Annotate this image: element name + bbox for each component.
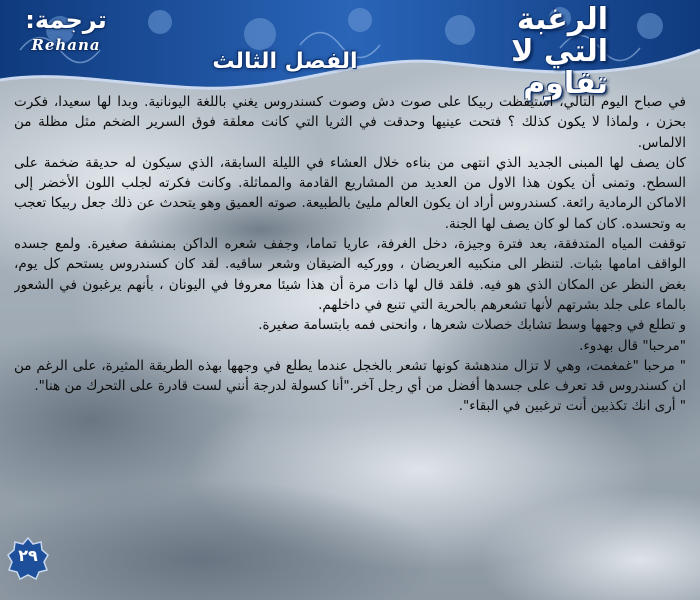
page-number-badge [6,536,50,580]
paragraph: " مرحبا "غمغمت، وهي لا تزال مندهشة كونها تشعر بالخجل عندما يطلع في وجهها بهذه الطريقة المثيرة، على الرغم من ان كسندروس قد تعرف على جسدها أفضل من أي رجل آخر."أنا كسولة لدرجة أنني لست قادرة على التحرك من هنا". [14,357,686,395]
title-line-1: الرغبة [516,2,608,37]
paragraph: توقفت المياه المتدفقة، بعد فترة وجيزة، دخل الغرفة، عاريا تماما، وجفف شعره الداكن بمنشفة صغيرة. ولمع جسده الواقف امامها بثبات. لتنظر الى منكبيه العريضان ، ووركيه الضيقان وشعر ساقيه. لقد كان كسندروس يستحم كل يوم، بغض النظر عن المكان الذي هو فيه. فلقد قال لها ذات مرة أن هذا شيئا معروفا في اليونان ، بأنهم يرغبون في الشعور بالماء على جلد بشرتهم لأنها تشعرهم بالحرية التي تنبع في داخلهم. [14,236,686,313]
chapter-body [14,92,686,586]
paragraph: و تطلع في وجهها وسط تشابك خصلات شعرها ، وانحنى فمه بابتسامة صغيرة. [258,317,686,334]
title-line-2: التي لا تقاوم [511,34,608,101]
translator-credit [16,6,116,54]
book-title [438,4,608,100]
paragraph: كان يصف لها المبنى الجديد الذي انتهى من بناءه خلال العشاء في الليلة السابقة، الذي سيكون له حديقة ضخمة على السطح. وتمنى أن يكون هذا الاول من العديد من المشاريع القادمة والمماثلة. وكانت فكرته لجلب اللون الأخضر إلى الاماكن الرمادية رائعة. كسندروس أراد ان يكون العالم مليئ بالطبيعة. صوته العميق وهو يتحدث عن ذلك جعل ربيكا تعجب به وتحسده. كان كما لو كان يصف لها الجنة. [14,154,686,232]
paragraph: في صباح اليوم التالي، استيقظت ربيكا على صوت دش وصوت كسندروس يغني باللغة اليونانية. وبدا لها سعيدا، فكرت بحزن ، ولماذا لا يكون كذلك ؟ فتحت عينيها وحدقت في الثريا التي كانت معلقة فوق السرير الضخم مثل مظلة من الالماس. [14,94,686,151]
translator-name: Rehana [31,36,101,54]
chapter-heading: الفصل الثالث [212,49,358,74]
paragraph: "مرحبا" قال بهدوء. [579,337,686,354]
paragraph: " أرى انك تكذبين أنت ترغبين في البقاء". [458,398,686,415]
page-number: ٢٩ [18,546,38,565]
translator-label: ترجمة: [25,6,107,34]
